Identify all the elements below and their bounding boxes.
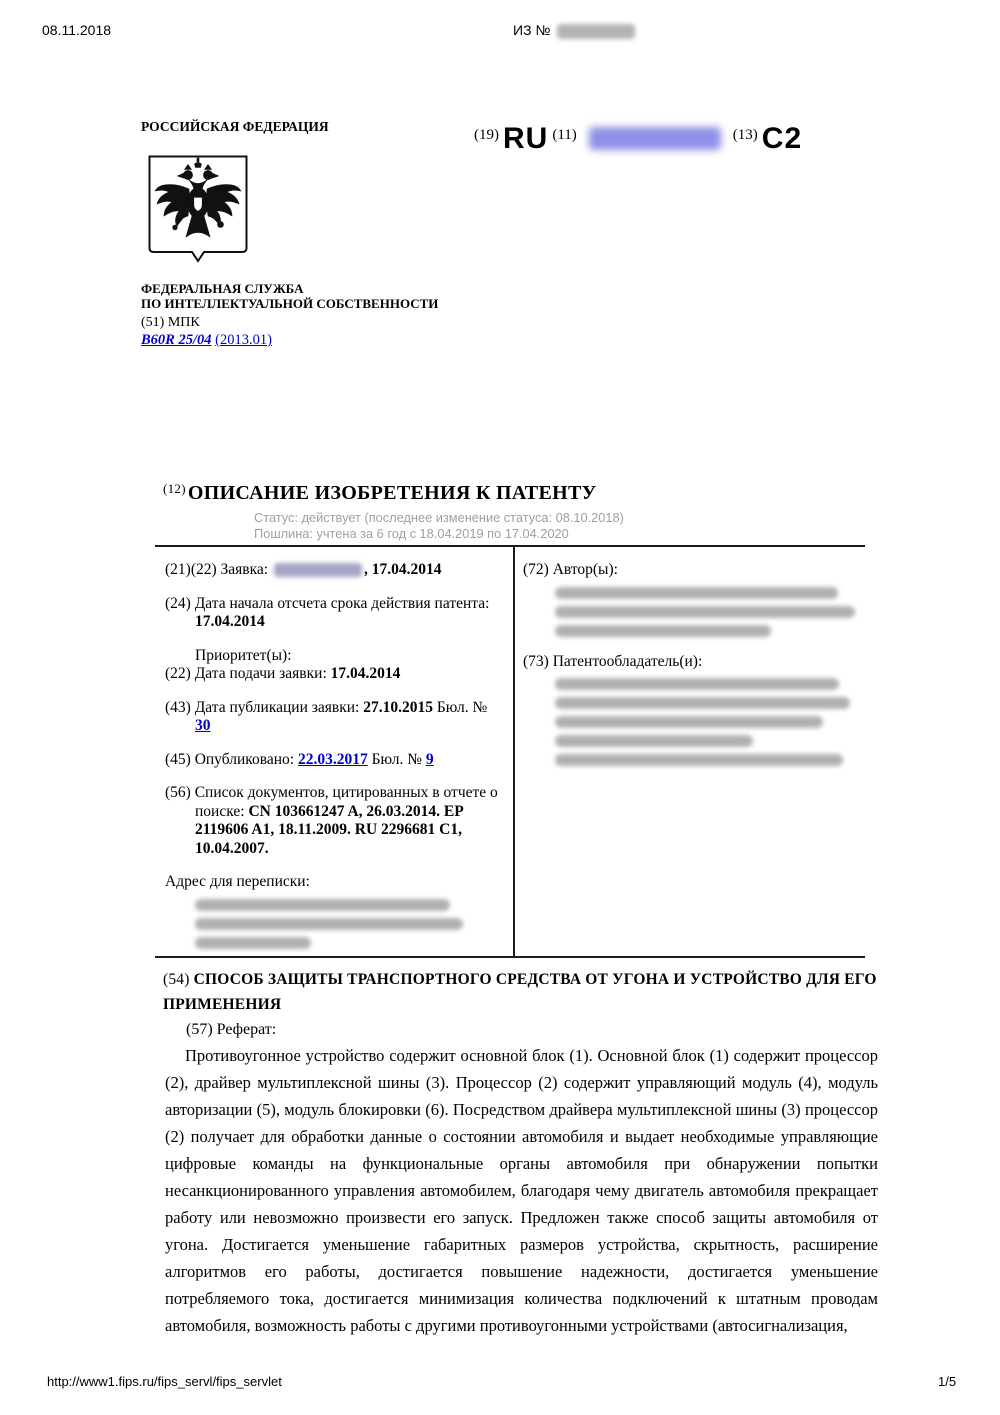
address-label: Адрес для переписки:	[165, 873, 310, 890]
redacted-patent-number-link[interactable]	[589, 127, 721, 150]
document-title	[163, 482, 597, 505]
redacted-holder-line	[555, 697, 850, 709]
redacted-author-line	[555, 625, 771, 637]
app-pub-bulletin-link[interactable]: 30	[195, 717, 211, 734]
term-start-item	[165, 595, 501, 632]
redacted-authors	[555, 587, 855, 637]
invention-title-text: СПОСОБ ЗАЩИТЫ ТРАНСПОРТНОГО СРЕДСТВА ОТ УГОНА И УСТРОЙСТВО ДЛЯ ЕГО ПРИМЕНЕНИЯ	[163, 971, 877, 1013]
office-line-1: ФЕДЕРАЛЬНАЯ СЛУЖБА	[141, 281, 304, 296]
status-line: Статус: действует (последнее изменение статуса: 08.10.2018)	[254, 510, 624, 525]
code-13-label: (13)	[732, 127, 758, 143]
abstract-label: (57) Реферат:	[186, 1021, 277, 1038]
term-start-label: (24) Дата начала отсчета срока действия патента:	[165, 594, 490, 612]
redacted-address-line	[195, 937, 311, 949]
application-label: (21)(22) Заявка:	[165, 561, 269, 578]
redacted-address-line	[195, 899, 450, 911]
redacted-application-number[interactable]	[274, 563, 362, 577]
application-item	[165, 561, 501, 580]
coat-of-arms-emblem	[148, 155, 248, 268]
country-code: RU	[503, 122, 549, 155]
document-title-text: ОПИСАНИЕ ИЗОБРЕТЕНИЯ К ПАТЕНТУ	[187, 482, 597, 504]
app-pub-date: 27.10.2015	[363, 698, 433, 716]
application-date: , 17.04.2014	[363, 561, 442, 578]
biblio-right-column	[515, 547, 865, 956]
priority-item	[165, 647, 501, 684]
ipc-code-link[interactable]: B60R 25/04	[141, 332, 212, 348]
bibliographic-table	[155, 545, 865, 958]
citations-item	[165, 784, 501, 858]
correspondence-address-item	[165, 873, 501, 949]
redacted-holder-line	[555, 754, 843, 766]
ipc-section-label: (51) МПК	[141, 315, 200, 330]
authors-label: (72) Автор(ы):	[523, 561, 618, 578]
redacted-author-line	[555, 606, 855, 618]
print-date: 08.11.2018	[42, 22, 112, 38]
doc-ref-label: ИЗ №	[513, 22, 551, 38]
redacted-holder-line	[555, 678, 839, 690]
biblio-left-column	[155, 547, 515, 956]
redacted-holder-line	[555, 735, 753, 747]
fee-line: Пошлина: учтена за 6 год с 18.04.2019 по 17.04.2020	[254, 525, 569, 541]
filing-label: (22) Дата подачи заявки:	[165, 665, 327, 682]
published-bulletin-label: Бюл. №	[371, 750, 422, 768]
filing-date: 17.04.2014	[330, 665, 401, 682]
citations-value: CN 103661247 A, 26.03.2014. EP 2119606 A1, 18.11.2009. RU 2296681 C1, 10.04.2007.	[195, 802, 463, 857]
filing-line	[165, 665, 501, 684]
redacted-author-line	[555, 587, 838, 599]
print-doc-ref	[513, 22, 635, 39]
invention-title	[163, 967, 878, 1017]
redacted-doc-number	[557, 24, 635, 39]
publication-codes	[474, 122, 802, 156]
holders-label: (73) Патентообладатель(и):	[523, 652, 703, 670]
ipc-version-link[interactable]: (2013.01)	[215, 332, 272, 348]
status-block	[254, 510, 624, 541]
redacted-address-line	[195, 918, 463, 930]
published-date-link[interactable]: 22.03.2017	[297, 750, 368, 768]
app-pub-bulletin-label: Бюл. №	[436, 698, 488, 716]
inid-12: (12)	[163, 481, 186, 496]
inid-54: (54)	[163, 971, 190, 988]
redacted-holder-line	[555, 716, 823, 728]
published-item	[165, 751, 501, 770]
double-headed-eagle-icon	[148, 155, 248, 268]
app-pub-label: (43) Дата публикации заявки:	[165, 698, 360, 716]
kind-code: C2	[761, 122, 803, 155]
source-url: http://www1.fips.ru/fips_servl/fips_servlet	[47, 1374, 282, 1389]
term-start-date: 17.04.2014	[195, 613, 265, 630]
code-11-label: (11)	[552, 127, 577, 143]
office-line-2: ПО ИНТЕЛЛЕКТУАЛЬНОЙ СОБСТВЕННОСТИ	[141, 295, 439, 311]
published-label: (45) Опубликовано:	[165, 750, 295, 768]
abstract-text: Противоугонное устройство содержит основной блок (1). Основной блок (1) содержит процессор (2), драйвер мультиплексной шины (3). Процессор (2) содержит управляющий модуль (4), модуль авторизации (5), модуль блокировки (6). Посредством драйвера мультиплексной шины (3) процессор (2) получает для обработки данные о состоянии автомобиля и выдает необходимые управляющие цифровые команды на функциональные органы автомобиля при обнаружении попытки несанкционированного управления автомобилем, благодаря чему двигатель автомобиля прекращает работу или невозможно произвести его запуск. Предложен также способ защиты автомобиля от угона. Достигается уменьшение габаритных размеров устройства, скрытность, расширение алгоритмов его работы, достигается повышение надежности, достигается уменьшение потребляемого тока, достигается минимизация количества подключений к штатным проводам автомобиля, возможность работы с другими противоугонными устройствами (автосигнализация,	[165, 1046, 878, 1335]
code-19-label: (19)	[474, 127, 499, 143]
redacted-address-lines	[195, 899, 501, 949]
ipc-classification	[141, 332, 272, 349]
page-number: 1/5	[938, 1374, 957, 1389]
redacted-holders	[555, 678, 855, 766]
published-bulletin-link[interactable]: 9	[425, 750, 434, 768]
citations-label: (56) Список документов, цитированных в отчете о поиске:	[165, 784, 498, 820]
issuing-office	[141, 282, 438, 311]
application-publication-item	[165, 699, 501, 736]
country-name: РОССИЙСКАЯ ФЕДЕРАЦИЯ	[141, 119, 329, 134]
priority-label: Приоритет(ы):	[195, 646, 292, 664]
